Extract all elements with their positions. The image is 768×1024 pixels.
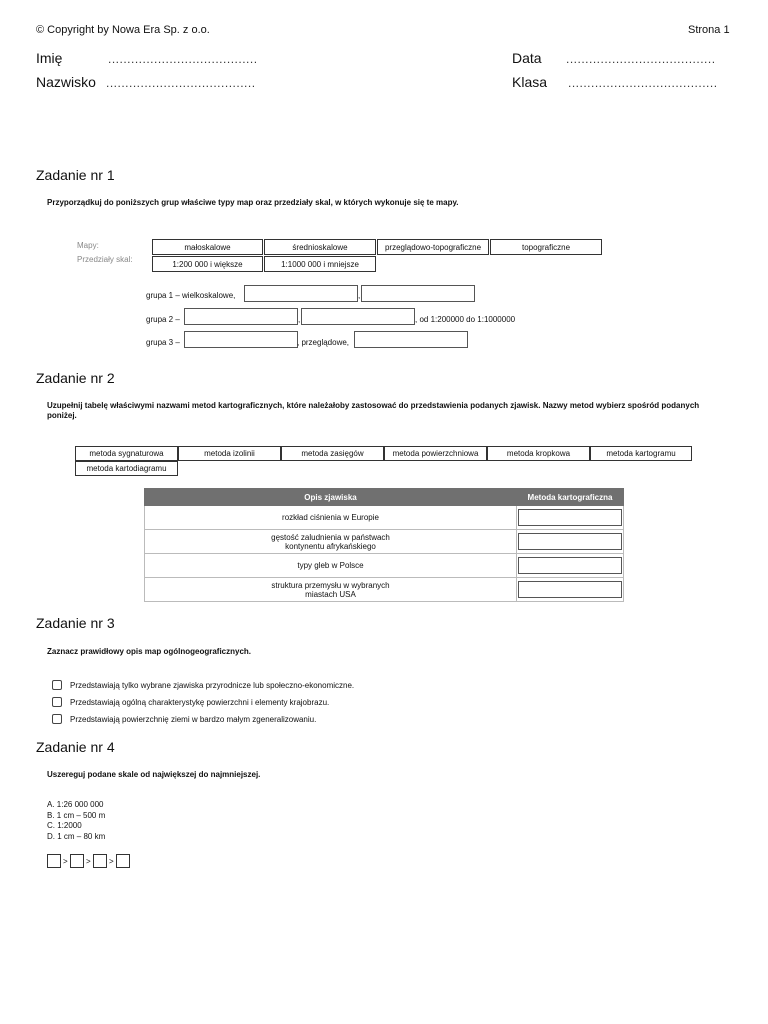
scale-item: D. 1 cm – 80 km xyxy=(47,832,106,841)
group3-input-2[interactable] xyxy=(354,331,468,348)
greater-than-sign: > xyxy=(86,857,91,866)
greater-than-sign: > xyxy=(109,857,114,866)
option-checkbox[interactable] xyxy=(52,697,62,707)
scale-option[interactable]: 1:200 000 i większe xyxy=(152,256,263,272)
phenomenon-text: kontynentu afrykańskiego xyxy=(285,541,376,551)
map-type-option[interactable]: małoskalowe xyxy=(152,239,263,255)
methods-table xyxy=(144,488,624,602)
method-option[interactable]: metoda kartogramu xyxy=(590,446,692,461)
page-number: Strona 1 xyxy=(688,24,730,36)
task4-instruction: Uszereguj podane skale od największej do najmniejszej. xyxy=(47,770,261,779)
map-type-option[interactable]: średnioskalowe xyxy=(264,239,376,255)
klasa-field[interactable]: ....................................... xyxy=(568,76,718,90)
map-type-option[interactable]: topograficzne xyxy=(490,239,602,255)
group3-input-1[interactable] xyxy=(184,331,298,348)
group2-input-2[interactable] xyxy=(301,308,415,325)
scales-label: Przedziały skal: xyxy=(77,255,133,264)
col-header-opis: Opis zjawiska xyxy=(145,489,517,506)
task2-title: Zadanie nr 2 xyxy=(36,370,115,386)
nazwisko-field[interactable]: ....................................... xyxy=(106,76,256,90)
imie-label: Imię xyxy=(36,50,63,66)
phenomenon-cell xyxy=(145,506,517,530)
comma: , xyxy=(298,315,301,324)
method-option[interactable]: metoda kropkowa xyxy=(487,446,590,461)
method-option[interactable]: metoda izolinii xyxy=(178,446,281,461)
copyright-text: © Copyright by Nowa Era Sp. z o.o. xyxy=(36,24,210,36)
task3-instruction: Zaznacz prawidłowy opis map ogólnogeograficznych. xyxy=(47,647,252,656)
group2-scale-text: , od 1:200000 do 1:1000000 xyxy=(415,315,516,324)
task1-instruction: Przyporządkuj do poniższych grup właściwe typy map oraz przedziały skal, w których wykonuje się te mapy. xyxy=(47,198,459,207)
task2-instruction: Uzupełnij tabelę właściwymi nazwami metod kartograficznych, które należałoby zastosować do przedstawienia podanych zjawisk. Nazwy metod wybierz spośród podanych poniżej. xyxy=(47,401,700,420)
task3-title: Zadanie nr 3 xyxy=(36,615,115,631)
method-option[interactable]: metoda powierzchniowa xyxy=(384,446,487,461)
option-checkbox[interactable] xyxy=(52,714,62,724)
phenomenon-text: miastach USA xyxy=(305,589,356,599)
phenomenon-text: gęstość zaludnienia w państwach xyxy=(271,532,390,542)
group2-label: grupa 2 – xyxy=(146,315,180,324)
option-label: Przedstawiają tylko wybrane zjawiska przyrodnicze lub społeczno-ekonomiczne. xyxy=(70,681,355,690)
option-label: Przedstawiają ogólną charakterystykę powierzchni i elementy krajobrazu. xyxy=(70,698,330,707)
scale-item: B. 1 cm – 500 m xyxy=(47,811,106,820)
maps-label: Mapy: xyxy=(77,241,99,250)
imie-field[interactable]: ....................................... xyxy=(108,52,258,66)
task1-title: Zadanie nr 1 xyxy=(36,167,115,183)
phenomenon-cell xyxy=(145,530,517,554)
order-answer-box[interactable] xyxy=(116,854,130,868)
scale-option[interactable]: 1:1000 000 i mniejsze xyxy=(264,256,376,272)
group3-mid-text: , przeglądowe, xyxy=(297,338,350,347)
greater-than-sign: > xyxy=(63,857,68,866)
table-row xyxy=(145,530,624,554)
comma: , xyxy=(358,291,361,300)
phenomenon-text: rozkład ciśnienia w Europie xyxy=(282,513,379,522)
klasa-label: Klasa xyxy=(512,74,548,90)
nazwisko-label: Nazwisko xyxy=(36,74,96,90)
phenomenon-cell xyxy=(145,578,517,602)
phenomenon-cell xyxy=(145,554,517,578)
order-answer-box[interactable] xyxy=(70,854,84,868)
group2-input-1[interactable] xyxy=(184,308,301,325)
table-row xyxy=(145,506,624,530)
method-answer-input[interactable] xyxy=(518,509,622,526)
col-header-metoda: Metoda kartograficzna xyxy=(517,489,624,506)
method-option[interactable]: metoda sygnaturowa xyxy=(75,446,178,461)
order-answer-box[interactable] xyxy=(47,854,61,868)
method-option[interactable]: metoda zasięgów xyxy=(281,446,384,461)
task4-title: Zadanie nr 4 xyxy=(36,739,115,755)
data-label: Data xyxy=(512,50,542,66)
table-row xyxy=(145,578,624,602)
option-label: Przedstawiają powierzchnię ziemi w bardzo małym zgeneralizowaniu. xyxy=(70,715,317,724)
method-option[interactable]: metoda kartodiagramu xyxy=(75,461,178,476)
option-checkbox[interactable] xyxy=(52,680,62,690)
group1-input-2[interactable] xyxy=(361,285,475,302)
data-field[interactable]: ....................................... xyxy=(566,52,716,66)
map-type-option[interactable]: przeglądowo-topograficzne xyxy=(377,239,489,255)
method-answer-input[interactable] xyxy=(518,557,622,574)
group1-label: grupa 1 – wielkoskalowe, xyxy=(146,291,236,300)
group1-input-1[interactable] xyxy=(244,285,361,302)
method-answer-input[interactable] xyxy=(518,581,622,598)
order-answer-box[interactable] xyxy=(93,854,107,868)
table-row xyxy=(145,554,624,578)
scale-item: A. 1:26 000 000 xyxy=(47,800,104,809)
phenomenon-text: struktura przemysłu w wybranych xyxy=(271,580,390,590)
phenomenon-text: typy gleb w Polsce xyxy=(297,561,364,570)
group3-label: grupa 3 – xyxy=(146,338,180,347)
scale-item: C. 1:2000 xyxy=(47,821,82,830)
method-answer-input[interactable] xyxy=(518,533,622,550)
